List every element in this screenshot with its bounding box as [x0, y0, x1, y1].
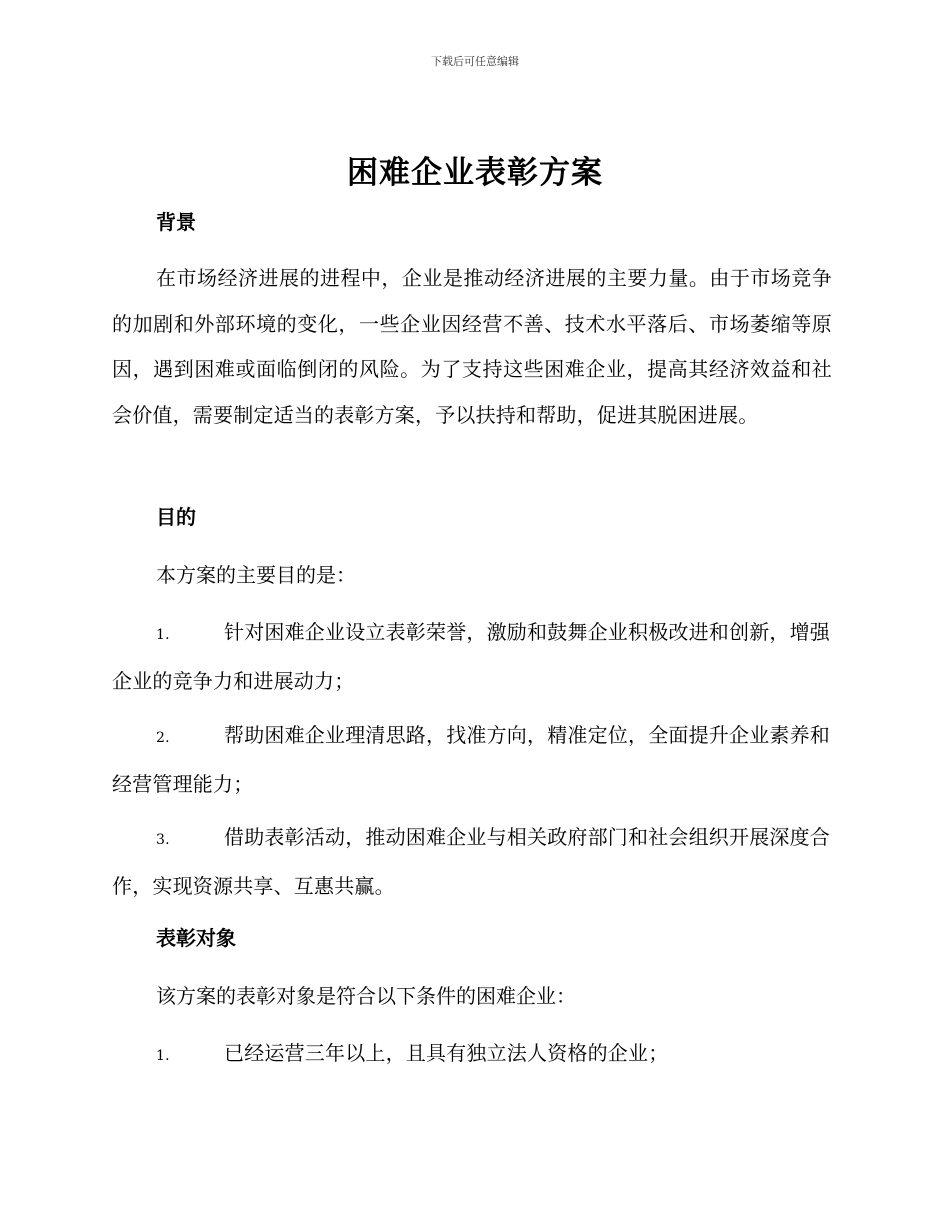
list-item-number: 1.	[156, 1048, 170, 1064]
section-heading-targets: 表彰对象	[156, 926, 236, 950]
purpose-list-item	[112, 713, 832, 807]
list-item-text: 借助表彰活动，推动困难企业与相关政府部门和社会组织开展深度合作，实现资源共享、互惠共赢。	[112, 825, 830, 898]
background-paragraph: 在市场经济进展的进程中，企业是推动经济进展的主要力量。由于市场竞争的加剧和外部环境的变化，一些企业因经营不善、技术水平落后、市场萎缩等原因，遇到困难或面临倒闭的风险。为了支持这些困难企业，提高其经济效益和社会价值，需要制定适当的表彰方案，予以扶持和帮助，促进其脱困进展。	[112, 266, 832, 427]
header-note: 下载后可任意编辑	[431, 55, 519, 68]
list-item-text: 已经运营三年以上，且具有独立法人资格的企业；	[224, 1041, 669, 1065]
targets-list-item	[112, 1031, 832, 1080]
section-heading-background: 背景	[156, 210, 196, 234]
section-heading-purpose: 目的	[156, 505, 196, 529]
list-item-text: 帮助困难企业理清思路，找准方向，精准定位，全面提升企业素养和经营管理能力；	[112, 723, 830, 796]
purpose-list-item	[112, 610, 832, 704]
list-item-number: 3.	[156, 832, 170, 848]
purpose-intro: 本方案的主要目的是：	[156, 563, 356, 587]
purpose-list-item	[112, 815, 832, 909]
list-item-text: 针对困难企业设立表彰荣誉，激励和鼓舞企业积极改进和创新，增强企业的竞争力和进展动力；	[112, 620, 830, 693]
targets-intro: 该方案的表彰对象是符合以下条件的困难企业：	[156, 984, 576, 1008]
list-item-number: 1.	[156, 627, 170, 643]
list-item-number: 2.	[156, 730, 170, 746]
document-title: 困难企业表彰方案	[347, 155, 603, 191]
